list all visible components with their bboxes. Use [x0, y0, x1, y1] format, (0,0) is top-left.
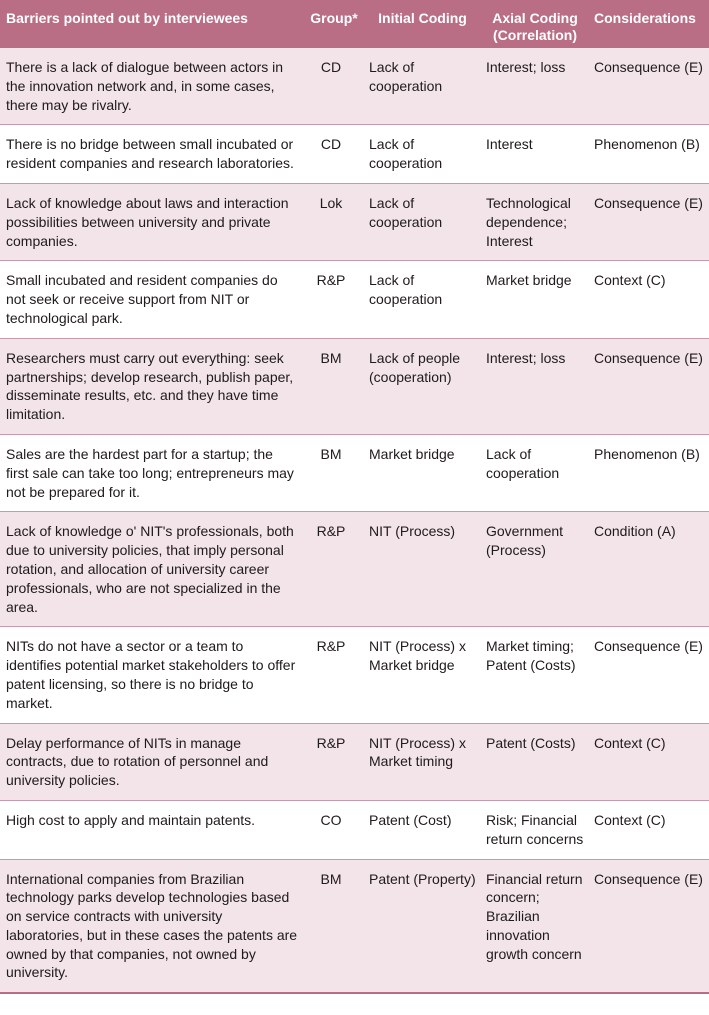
table-row: [0, 261, 709, 338]
cell-barrier: There is no bridge between small incubated or resident companies and research laboratories.: [0, 125, 303, 184]
table-row: [0, 627, 709, 723]
table-header: [0, 0, 709, 48]
cell-initial-coding: Lack of cooperation: [363, 125, 480, 184]
cell-axial-coding: Interest; loss: [480, 48, 588, 125]
cell-barrier: High cost to apply and maintain patents.: [0, 800, 303, 859]
table-row: [0, 125, 709, 184]
cell-considerations: Phenomenon (B): [588, 434, 709, 511]
cell-group: R&P: [303, 512, 363, 627]
cell-considerations: Consequence (E): [588, 338, 709, 434]
cell-group: CD: [303, 48, 363, 125]
cell-initial-coding: NIT (Process) x Market bridge: [363, 627, 480, 723]
cell-initial-coding: Patent (Cost): [363, 800, 480, 859]
table-row: [0, 800, 709, 859]
cell-barrier: Delay performance of NITs in manage contracts, due to rotation of personnel and university policies.: [0, 723, 303, 800]
table-row: [0, 434, 709, 511]
cell-group: BM: [303, 434, 363, 511]
cell-group: Lok: [303, 183, 363, 260]
table-row: [0, 338, 709, 434]
cell-barrier: Lack of knowledge o' NIT's professionals, both due to university policies, that imply personal rotation, and allocation of university career professionals, who are not specialized in the area.: [0, 512, 303, 627]
header-initial-coding: Initial Coding: [363, 0, 480, 48]
cell-barrier: There is a lack of dialogue between actors in the innovation network and, in some cases, there may be rivalry.: [0, 48, 303, 125]
cell-barrier: Small incubated and resident companies do not seek or receive support from NIT or technological park.: [0, 261, 303, 338]
cell-group: R&P: [303, 261, 363, 338]
table-row: [0, 48, 709, 125]
header-axial-coding: Axial Coding (Correlation): [480, 0, 588, 48]
cell-axial-coding: Lack of cooperation: [480, 434, 588, 511]
cell-initial-coding: Patent (Property): [363, 859, 480, 993]
cell-considerations: Context (C): [588, 261, 709, 338]
cell-considerations: Consequence (E): [588, 627, 709, 723]
cell-axial-coding: Government (Process): [480, 512, 588, 627]
cell-barrier: International companies from Brazilian technology parks develop technologies based on service contracts with university laboratories, but in these cases the patents are owned by that companies, not owned by university.: [0, 859, 303, 993]
cell-initial-coding: Lack of cooperation: [363, 48, 480, 125]
cell-considerations: Context (C): [588, 800, 709, 859]
cell-axial-coding: Technological dependence; Interest: [480, 183, 588, 260]
header-barriers: Barriers pointed out by interviewees: [0, 0, 303, 48]
cell-axial-coding: Interest: [480, 125, 588, 184]
cell-axial-coding: Patent (Costs): [480, 723, 588, 800]
cell-group: CO: [303, 800, 363, 859]
cell-barrier: Lack of knowledge about laws and interaction possibilities between university and private companies.: [0, 183, 303, 260]
cell-axial-coding: Risk; Financial return concerns: [480, 800, 588, 859]
header-group: Group*: [303, 0, 363, 48]
cell-initial-coding: NIT (Process) x Market timing: [363, 723, 480, 800]
cell-initial-coding: Lack of cooperation: [363, 183, 480, 260]
cell-initial-coding: Lack of people (cooperation): [363, 338, 480, 434]
cell-axial-coding: Financial return concern; Brazilian innovation growth concern: [480, 859, 588, 993]
header-row: [0, 0, 709, 48]
cell-group: BM: [303, 859, 363, 993]
header-considerations: Considerations: [588, 0, 709, 48]
cell-axial-coding: Market timing; Patent (Costs): [480, 627, 588, 723]
cell-axial-coding: Interest; loss: [480, 338, 588, 434]
cell-group: BM: [303, 338, 363, 434]
table-body: [0, 48, 709, 993]
cell-group: R&P: [303, 627, 363, 723]
table-row: [0, 723, 709, 800]
cell-axial-coding: Market bridge: [480, 261, 588, 338]
cell-considerations: Consequence (E): [588, 48, 709, 125]
cell-barrier: NITs do not have a sector or a team to identifies potential market stakeholders to offer patent licensing, so there is no bridge to market.: [0, 627, 303, 723]
cell-considerations: Context (C): [588, 723, 709, 800]
cell-initial-coding: Lack of cooperation: [363, 261, 480, 338]
cell-initial-coding: Market bridge: [363, 434, 480, 511]
table-row: [0, 512, 709, 627]
cell-group: CD: [303, 125, 363, 184]
cell-considerations: Consequence (E): [588, 183, 709, 260]
cell-considerations: Consequence (E): [588, 859, 709, 993]
cell-initial-coding: NIT (Process): [363, 512, 480, 627]
cell-considerations: Phenomenon (B): [588, 125, 709, 184]
cell-group: R&P: [303, 723, 363, 800]
cell-considerations: Condition (A): [588, 512, 709, 627]
table-row: [0, 183, 709, 260]
table-row: [0, 859, 709, 993]
cell-barrier: Researchers must carry out everything: seek partnerships; develop research, publish paper, disseminate results, etc. and they have time limitation.: [0, 338, 303, 434]
cell-barrier: Sales are the hardest part for a startup; the first sale can take too long; entrepreneurs may not be prepared for it.: [0, 434, 303, 511]
